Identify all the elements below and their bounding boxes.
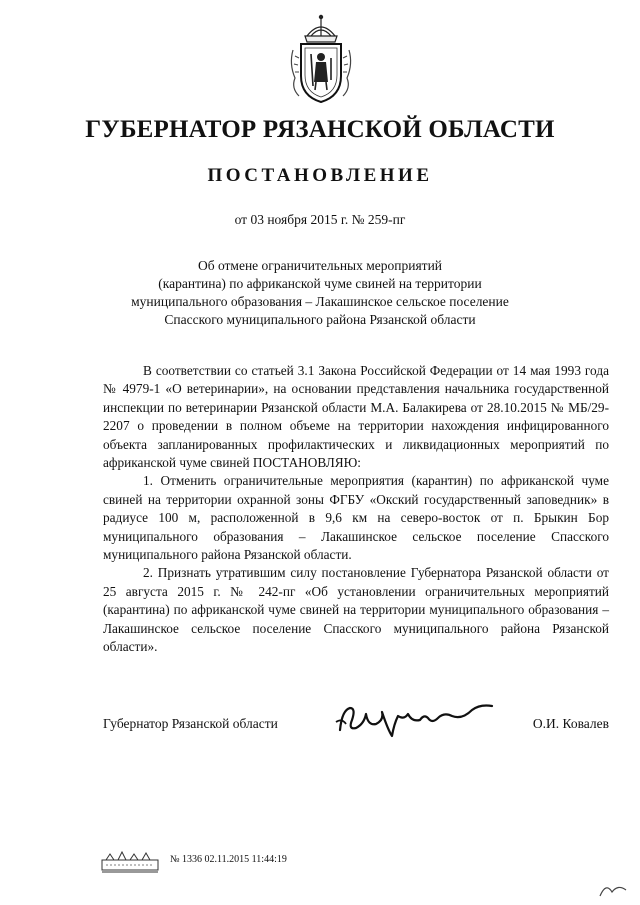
registry-stamp-icon: [100, 850, 160, 874]
subject-line: (карантина) по африканской чуме свиней на территории: [158, 276, 482, 291]
subject-line: Об отмене ограничительных мероприятий: [197, 258, 443, 273]
document-date-number: от 03 ноября 2015 г. № 259-пг: [234, 212, 406, 227]
document-type: ПОСТАНОВЛЕНИЕ: [207, 165, 433, 186]
issuer-title: ГУБЕРНАТОР РЯЗАНСКОЙ ОБЛАСТИ: [85, 116, 555, 143]
signatory-position: Губернатор Рязанской области: [103, 716, 278, 731]
ryazan-coat-of-arms-icon: [287, 14, 355, 106]
body-paragraph-preamble: В соответствии со статьей 3.1 Закона Российской Федерации от 14 мая 1993 года № 4979-1 «О ветеринарии», на основании представления начальника государственной инспекции по ветеринарии Рязанской области М.А. Балакирева от 28.10.2015 № МБ/29-2207 о проведении в полном объеме на территории нахождения инфицированного объекта запланированных профилактических и ликвидационных мероприятий по африканской чуме свиней ПОСТАНОВЛЯЮ:: [103, 363, 609, 471]
registration-number-timestamp: № 1336 02.11.2015 11:44:19: [170, 854, 287, 865]
handwritten-signature-icon: [332, 700, 502, 740]
body-paragraph-item-2: 2. Признать утратившим силу постановление Губернатора Рязанской области от 25 августа 2015 г. № 242-пг «Об установлении ограничительных мероприятий (карантина) по африканской чуме свиней на территории муниципального образования – Лакашинское сельское поселение Спасского муниципального района Рязанской области».: [103, 565, 609, 655]
body-paragraph-item-1: 1. Отменить ограничительные мероприятия (карантин) по африканской чуме свиней на территории охранной зоны ФГБУ «Окский государственный заповедник» в радиусе 100 м, расположенной в 9,6 км на северо-восток от п. Брыкин Бор муниципального образования – Лакашинское сельское поселение Спасского муниципального района Рязанской области.: [103, 473, 609, 563]
document-subject: [110, 257, 530, 329]
signatory-name: О.И. Ковалев: [532, 716, 609, 731]
subject-line: Спасского муниципального района Рязанской области: [164, 312, 476, 327]
corner-scribble-icon: [596, 878, 630, 900]
subject-line: муниципального образования – Лакашинское сельское поселение: [131, 294, 509, 309]
document-body: [103, 362, 609, 657]
